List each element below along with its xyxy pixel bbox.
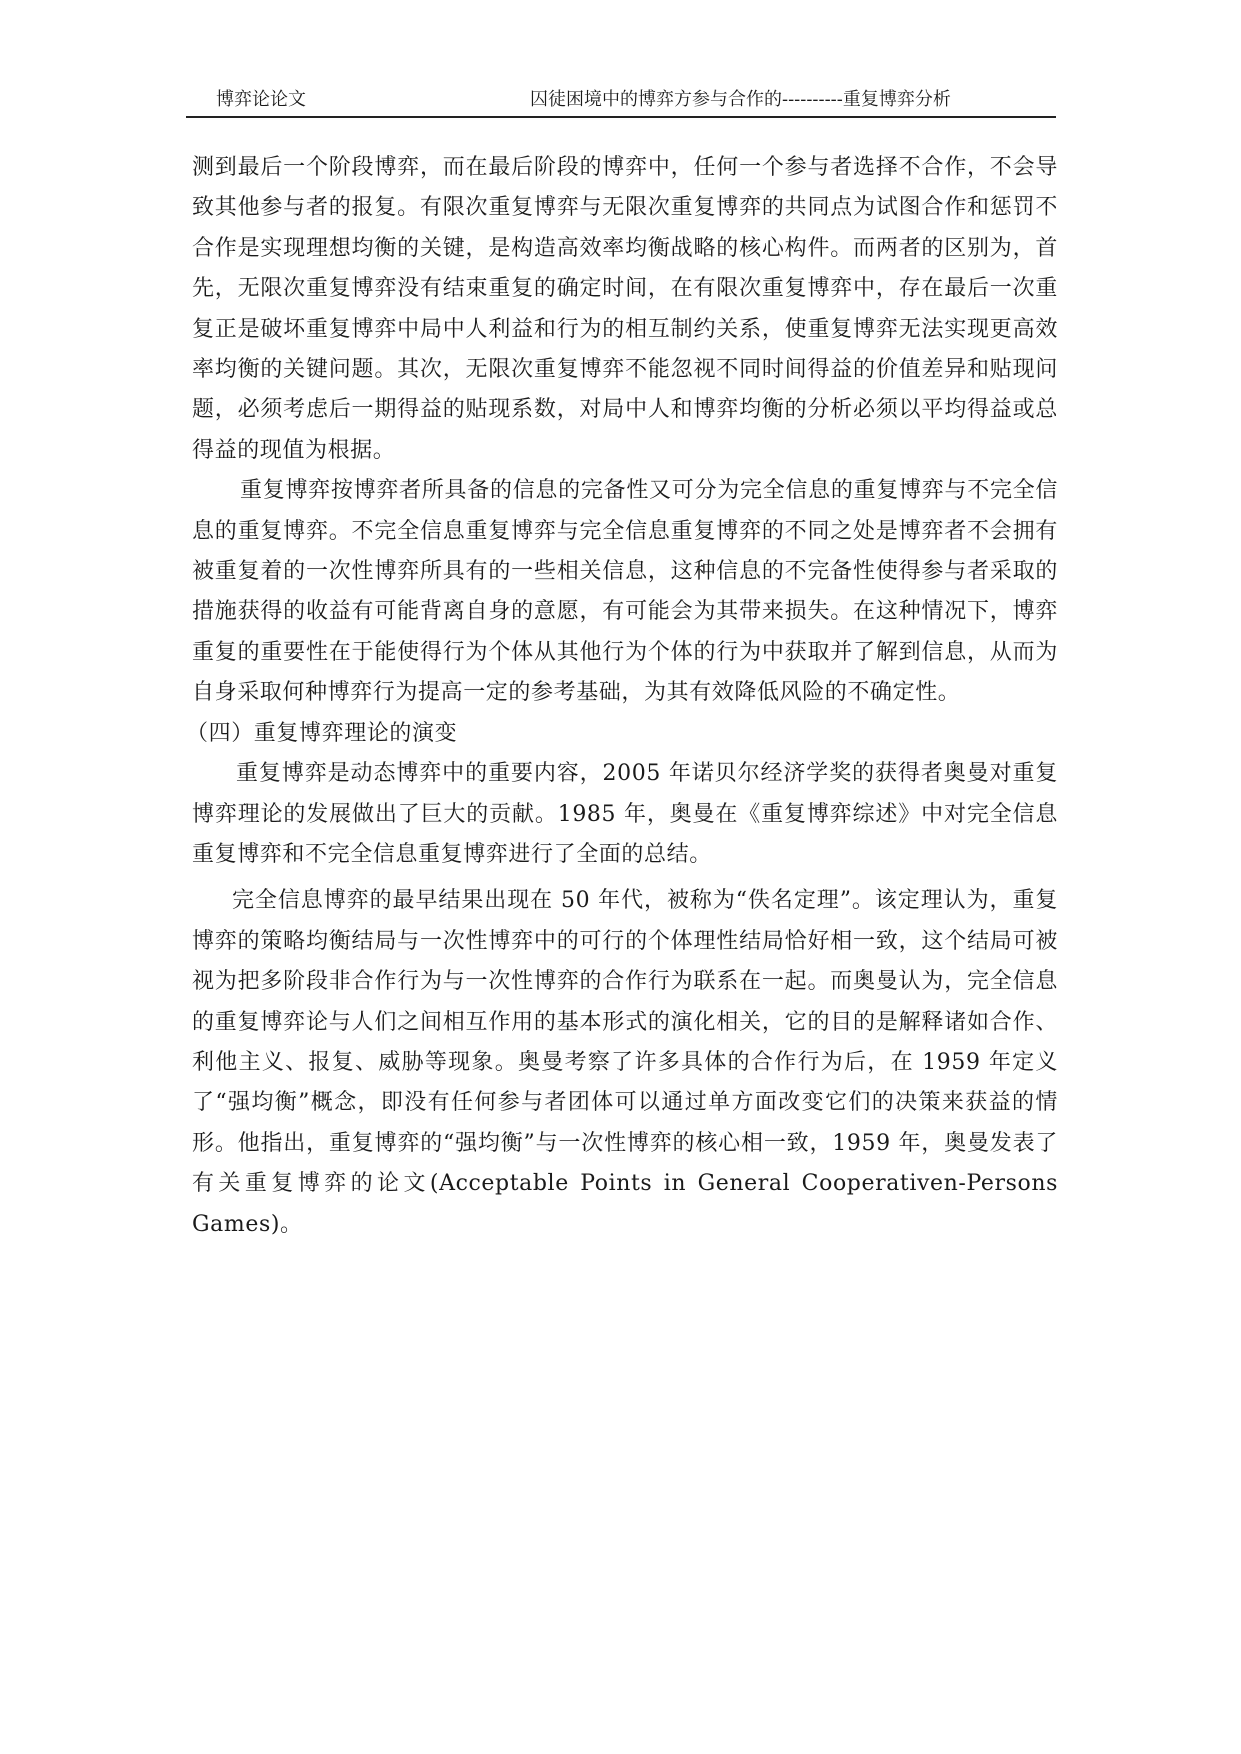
- page-header: [186, 84, 1056, 118]
- paragraph-3: 重复博弈是动态博弈中的重要内容，2005 年诺贝尔经济学奖的获得者奥曼对重复博弈理论的发展做出了巨大的贡献。1985 年，奥曼在《重复博弈综述》中对完全信息重复博弈和不完全信息重复博弈进行了全面的总结。: [192, 761, 1058, 867]
- document-body: [186, 148, 1058, 1245]
- paragraph-2: 重复博弈按博弈者所具备的信息的完备性又可分为完全信息的重复博弈与不完全信息的重复博弈。不完全信息重复博弈与完全信息重复博弈的不同之处是博弈者不会拥有被重复着的一次性博弈所具有的一些相关信息，这种信息的不完备性使得参与者采取的措施获得的收益有可能背离自身的意愿，有可能会为其带来损失。在这种情况下，博弈重复的重要性在于能使得行为个体从其他行为个体的行为中获取并了解到信息，从而为自身采取何种博弈行为提高一定的参考基础，为其有效降低风险的不确定性。: [192, 478, 1058, 706]
- paragraph-1: 测到最后一个阶段博弈，而在最后阶段的博弈中，任何一个参与者选择不合作，不会导致其他参与者的报复。有限次重复博弈与无限次重复博弈的共同点为试图合作和惩罚不合作是实现理想均衡的关键，是构造高效率均衡战略的核心构件。而两者的区别为，首先，无限次重复博弈没有结束重复的确定时间，在有限次重复博弈中，存在最后一次重复正是破坏重复博弈中局中人利益和行为的相互制约关系，使重复博弈无法实现更高效率均衡的关键问题。其次，无限次重复博弈不能忽视不同时间得益的价值差异和贴现问题，必须考虑后一期得益的贴现系数，对局中人和博弈均衡的分析必须以平均得益或总得益的现值为根据。: [192, 155, 1058, 463]
- section-heading: （四）重复博弈理论的演变: [186, 720, 458, 746]
- header-right-title: 囚徒困境中的博弈方参与合作的----------重复博弈分析: [530, 89, 951, 110]
- header-left-title: 博弈论论文: [216, 89, 306, 110]
- paragraph-4: 完全信息博弈的最早结果出现在 50 年代，被称为“佚名定理”。该定理认为，重复博弈的策略均衡结局与一次性博弈中的可行的个体理性结局恰好相一致，这个结局可被视为把多阶段非合作行为与一次性博弈的合作行为联系在一起。而奥曼认为，完全信息的重复博弈论与人们之间相互作用的基本形式的演化相关，它的目的是解释诸如合作、利他主义、报复、威胁等现象。奥曼考察了许多具体的合作行为后，在 1959 年定义了“强均衡”概念，即没有任何参与者团体可以通过单方面改变它们的决策来获益的情形。他指出，重复博弈的“强均衡”与一次性博弈的核心相一致，1959 年，奥曼发表了有关重复博弈的论文(Acceptable Points in General Cooperativen-Persons Games)。: [192, 888, 1058, 1237]
